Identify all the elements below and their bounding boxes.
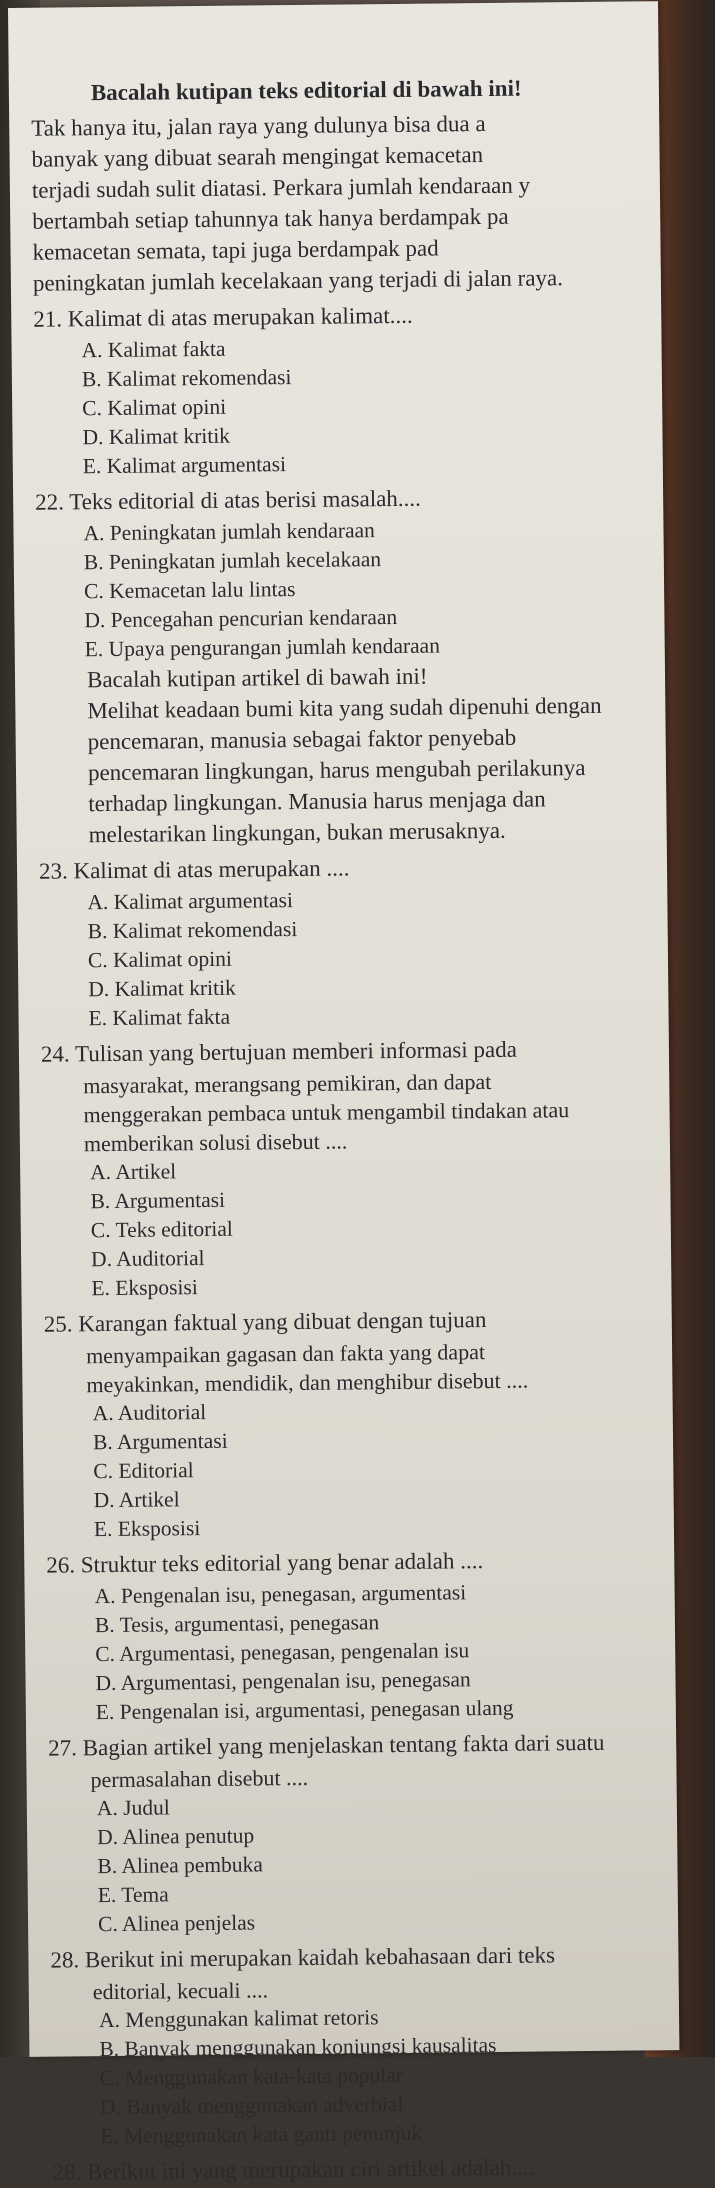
passage1-line: bertambah setiap tahunnya tak hanya berdampak pa — [32, 203, 509, 234]
question-28a: 28. Berikut ini merupakan kaidah kebahasaan dari teks — [50, 1942, 556, 1973]
option: D. Argumentasi, pengenalan isu, penegasan — [95, 1667, 471, 1696]
option: C. Menggunakan kata-kata popular — [99, 2062, 404, 2091]
question-26: 26. Struktur teks editorial yang benar adalah .... — [46, 1548, 484, 1578]
option: E. Kalimat fakta — [88, 1004, 231, 1031]
option: B. Kalimat rekomendasi — [87, 917, 298, 944]
option: B. Argumentasi — [92, 1428, 228, 1455]
option: A. Menggunakan kalimat retoris — [98, 2005, 379, 2033]
question-24-continued — [41, 1065, 652, 1158]
question-line: menyampaikan gagasan dan fakta yang dapat — [85, 1339, 486, 1369]
option: C. Kalimat opini — [87, 946, 233, 973]
option: C. Kalimat opini — [82, 394, 227, 421]
option: E. Upaya pengurangan jumlah kendaraan — [84, 633, 441, 662]
worksheet-page — [8, 1, 679, 2185]
option: C. Teks editorial — [90, 1216, 233, 1243]
option: A. Pengenalan isu, penegasan, argumentasi — [94, 1580, 467, 1609]
option: A. Peningkatan jumlah kendaraan — [83, 518, 375, 546]
passage2-heading: Bacalah kutipan artikel di bawah ini! — [86, 663, 428, 693]
question-line: masyarakat, merangsang pemikiran, dan dapat — [83, 1068, 492, 1099]
question-28a-options — [51, 2000, 662, 2151]
option: D. Banyak menggunakan adverbial — [99, 2091, 404, 2120]
question-line: permasalahan disebut .... — [90, 1764, 309, 1793]
passage2-line: melestarikan lingkungan, bukan merusaknya. — [88, 817, 506, 848]
question-27: 27. Bagian artikel yang menjelaskan tentang fakta dari suatu — [48, 1729, 605, 1761]
question-24-options — [42, 1152, 653, 1303]
option: C. Kemacetan lalu lintas — [83, 577, 296, 604]
question-26-options — [46, 1576, 657, 1727]
passage1-heading: Bacalah kutipan teks editorial di bawah ini! — [90, 75, 522, 106]
question-25: 25. Karangan faktual yang dibuat dengan tujuan — [43, 1307, 487, 1337]
question-line: menggerakan pembaca untuk mengambil tindakan atau — [83, 1097, 570, 1128]
option: D. Kalimat kritik — [82, 423, 231, 450]
passage1-line: Tak hanya itu, jalan raya yang dulunya bisa dua a — [31, 111, 486, 141]
option: B. Argumentasi — [90, 1187, 226, 1214]
option: E. Eksposisi — [93, 1516, 201, 1542]
question-28b: 28. Berikut ini yang merupakan ciri artikel adalah.... — [52, 2154, 535, 2185]
question-21-options — [33, 330, 644, 481]
question-27-options — [49, 1788, 660, 1939]
option: E. Eksposisi — [91, 1275, 198, 1301]
question-25-options — [45, 1393, 656, 1544]
question-line: meyakinkan, mendidik, dan menghibur disebut .... — [86, 1367, 529, 1398]
passage1-line: peningkatan jumlah kecelakaan yang terjadi di jalan raya. — [32, 265, 564, 296]
option: B. Banyak menggunakan konjungsi kausalitas — [99, 2032, 497, 2062]
passage1-line: kemacetan semata, tapi juga berdampak pad — [32, 235, 439, 265]
option: D. Alinea penutup — [97, 1823, 255, 1850]
option: A. Judul — [96, 1795, 170, 1821]
option: C. Argumentasi, penegasan, pengenalan isu — [95, 1638, 470, 1667]
option: D. Artikel — [93, 1487, 180, 1513]
question-23-options — [39, 882, 650, 1033]
option: B. Alinea pembuka — [97, 1852, 263, 1879]
passage2-line: terhadap lingkungan. Manusia harus menjaga dan — [88, 786, 546, 817]
passage2-line: Melihat keadaan bumi kita yang sudah dipenuhi dengan — [87, 692, 602, 724]
option: B. Tesis, argumentasi, penegasan — [94, 1610, 380, 1638]
question-23: 23. Kalimat di atas merupakan .... — [38, 855, 350, 884]
option: A. Kalimat argumentasi — [87, 888, 294, 915]
question-21: 21. Kalimat di atas merupakan kalimat.... — [33, 302, 413, 332]
option: E. Kalimat argumentasi — [82, 452, 287, 479]
option: A. Artikel — [90, 1159, 177, 1185]
question-25-continued — [44, 1335, 655, 1399]
option: A. Kalimat fakta — [81, 336, 226, 363]
option: C. Alinea penjelas — [97, 1910, 256, 1937]
question-22-options — [35, 513, 646, 664]
option: D. Auditorial — [90, 1246, 205, 1272]
option: E. Pengenalan isi, argumentasi, penegasan ulang — [95, 1695, 514, 1725]
option: C. Editorial — [93, 1458, 194, 1484]
question-line: editorial, kecuali .... — [92, 1977, 269, 2005]
option: D. Kalimat kritik — [88, 975, 236, 1002]
question-line: memberikan solusi disebut .... — [83, 1128, 348, 1157]
option: A. Auditorial — [92, 1400, 207, 1426]
passage2-line: pencemaran lingkungan, harus mengubah perilakunya — [87, 754, 586, 786]
question-22: 22. Teks editorial di atas berisi masalah.... — [35, 485, 421, 515]
option: B. Peningkatan jumlah kecelakaan — [83, 547, 382, 575]
passage1-line: terjadi sudah sulit diatasi. Perkara jumlah kendaraan y — [31, 172, 531, 203]
option: B. Kalimat rekomendasi — [81, 365, 292, 392]
passage1-line: banyak yang dibuat searah mengingat kemacetan — [31, 142, 484, 172]
question-24: 24. Tulisan yang bertujuan memberi informasi pada — [40, 1036, 517, 1067]
option: D. Pencegahan pencurian kendaraan — [84, 604, 398, 633]
passage2-line: pencemaran, manusia sebagai faktor penyebab — [87, 724, 517, 755]
option: E. Menggunakan kata ganti penunjuk — [100, 2120, 423, 2149]
option: E. Tema — [97, 1882, 169, 1908]
